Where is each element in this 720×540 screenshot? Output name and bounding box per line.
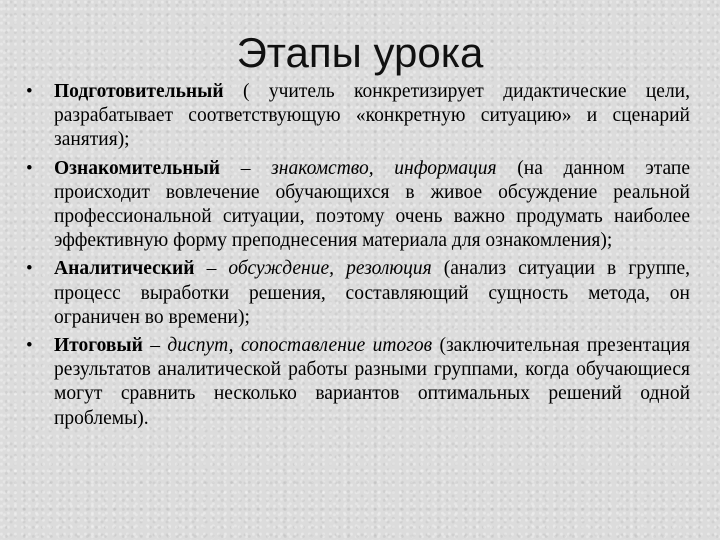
stage-keywords: обсуждение, резолюция: [228, 258, 432, 280]
stage-term: Подготовительный: [54, 81, 224, 102]
stage-keywords: знакомство, информация: [271, 157, 497, 179]
list-item-introductory: [22, 157, 690, 254]
stage-term: Ознакомительный: [54, 157, 221, 179]
list-item-final: [22, 334, 690, 431]
stage-description: (на данном этапе происходит вовлечение обучающихся в живое обсуждение реальной профессиональной ситуации, поэтому очень важно продумать наиболее эффективную форму преподнесения материала для ознакомления);: [54, 157, 691, 252]
stage-term: Аналитический: [54, 258, 195, 280]
stage-keywords: диспут, сопоставление итогов: [167, 335, 433, 357]
bullet-icon: •: [26, 258, 33, 280]
slide-title: Этапы урока: [236, 29, 484, 76]
stage-dash: –: [142, 335, 168, 357]
stage-description: (заключительная презентация результатов аналитической работы разными группами, когда обучающиеся могут сравнить несколько вариантов оптимальных решений одной проблемы).: [54, 335, 690, 429]
stage-description: (анализ ситуации в группе, процесс выработки решения, составляющий сущность метода, он ограничен во времени);: [54, 258, 690, 328]
bullet-icon: •: [26, 335, 33, 357]
stage-dash: –: [220, 157, 272, 179]
list-item-preparatory: [22, 80, 690, 153]
stage-dash: –: [194, 258, 229, 280]
stage-term: Итоговый: [54, 335, 143, 357]
list-item-analytical: [22, 257, 690, 330]
stages-list: [22, 80, 690, 435]
bullet-icon: •: [26, 157, 33, 179]
stage-description: ( учитель конкретизирует дидактические цели, разрабатывает соответствующую «конкретную ситуацию» и сценарий занятия);: [54, 81, 690, 151]
bullet-icon: •: [26, 81, 33, 102]
